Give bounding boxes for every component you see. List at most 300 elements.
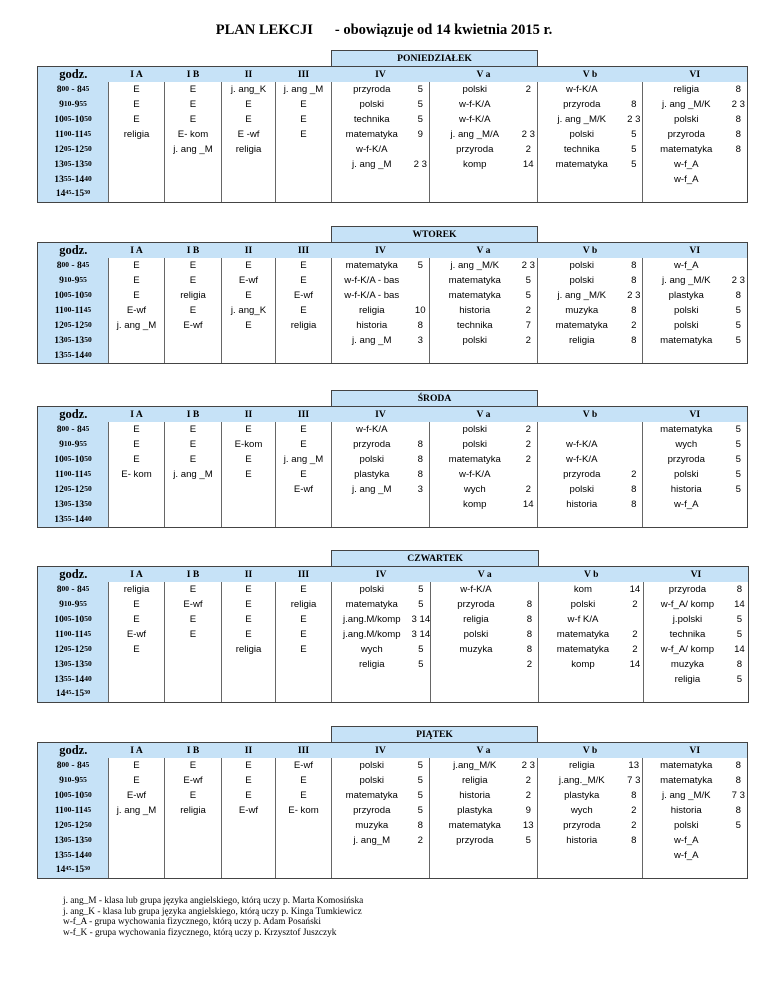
time-part: 45 — [81, 584, 90, 593]
subject-cell: religia — [165, 288, 222, 303]
subject-cell: E-wf — [276, 758, 332, 773]
lesson-row — [38, 467, 748, 482]
room-cell: 2 — [525, 454, 531, 465]
room-cell — [626, 172, 643, 187]
subject-cell: matematyka — [430, 818, 520, 833]
time-part: 45 — [81, 424, 90, 433]
subject-cell — [538, 172, 626, 187]
subject-cell: j. ang _M/K — [643, 97, 730, 112]
lesson-row — [38, 497, 748, 512]
time-part: 55 — [79, 99, 87, 108]
time-part: 45 — [83, 305, 92, 314]
time-part: 50 — [84, 790, 92, 799]
subject-cell: komp — [539, 657, 627, 672]
subject-cell: matematyka — [332, 597, 412, 612]
room-cell: 2 — [525, 424, 531, 435]
subject-cell — [222, 672, 276, 687]
room-cell: 5 — [525, 290, 531, 301]
subject-cell: technika — [430, 318, 520, 333]
class-header: I B — [165, 407, 222, 423]
room-cell: 2 3 — [627, 114, 641, 125]
room-cell — [521, 687, 539, 703]
time-part: -11 — [71, 129, 84, 140]
room-cell — [412, 672, 431, 687]
subject-cell: matematyka — [538, 157, 626, 172]
time-part: -9 — [71, 775, 80, 786]
room-cell — [730, 512, 748, 528]
subject-cell: przyroda — [643, 127, 730, 142]
time-part: 10 — [63, 99, 72, 108]
subject-cell: j.ang.M/komp — [332, 612, 412, 627]
subject-cell: plastyka — [643, 288, 730, 303]
time-part: -13 — [71, 499, 85, 510]
subject-cell — [538, 348, 626, 364]
room-cell: 8 — [631, 499, 637, 510]
room-cell: 14 — [522, 499, 534, 510]
room-cell: 2 3 — [730, 273, 748, 288]
room-cell: 5 — [730, 303, 748, 318]
room-cell — [520, 112, 538, 127]
subject-cell: historia — [332, 318, 412, 333]
subject-cell: polski — [643, 318, 730, 333]
room-cell: 5 — [730, 333, 748, 348]
time-part: -11 — [71, 629, 84, 640]
subject-cell — [109, 848, 165, 863]
subject-cell: E — [165, 452, 222, 467]
subject-cell: E -wf — [222, 127, 276, 142]
lesson-time — [38, 863, 109, 879]
room-cell: 2 — [632, 599, 638, 610]
lesson-row — [38, 788, 748, 803]
time-part: 50 — [84, 114, 92, 123]
subject-cell — [332, 687, 412, 703]
time-part: -10 — [71, 790, 85, 801]
lesson-row — [38, 833, 748, 848]
time-part: -13 — [71, 159, 85, 170]
time-part: 50 — [84, 659, 92, 668]
subject-cell: j. ang _M — [109, 318, 165, 333]
room-cell — [626, 82, 643, 97]
room-cell — [412, 142, 430, 157]
time-part: 00 — [61, 84, 69, 93]
subject-cell — [222, 187, 276, 203]
time-part: 45 — [83, 469, 92, 478]
class-header: V b — [538, 67, 643, 83]
time-part: - 8 — [69, 584, 82, 595]
time-part: 9 — [59, 599, 64, 610]
room-cell — [730, 157, 748, 172]
subject-cell: j.ang._M/K — [538, 773, 626, 788]
class-header: VI — [644, 567, 749, 583]
time-part: 50 — [84, 335, 92, 344]
time-part: 9 — [59, 99, 64, 110]
room-cell: 8 — [526, 599, 533, 610]
room-cell: 8 — [730, 127, 748, 142]
subject-cell — [276, 333, 332, 348]
room-cell — [412, 422, 430, 437]
room-cell: 8 — [526, 644, 533, 655]
subject-cell: E — [222, 758, 276, 773]
room-cell: 3 14 — [411, 629, 431, 640]
subject-cell: E — [109, 273, 165, 288]
subject-cell: polski — [643, 303, 730, 318]
day-table — [37, 550, 749, 703]
subject-cell: E-wf — [165, 597, 222, 612]
title-text: PLAN LEKCJI — [215, 22, 313, 38]
subject-cell — [332, 863, 412, 879]
subject-cell: przyroda — [431, 597, 521, 612]
time-part: 8 — [56, 84, 62, 95]
room-cell — [412, 187, 430, 203]
subject-cell: j. ang _M/K — [430, 258, 520, 273]
time-part: 55 — [79, 775, 87, 784]
lesson-row — [38, 318, 748, 333]
lesson-row — [38, 803, 748, 818]
lesson-row — [38, 422, 748, 437]
subject-cell: polski — [643, 112, 730, 127]
class-header: I A — [109, 567, 165, 583]
time-part: - 8 — [69, 424, 82, 435]
time-part: 05 — [63, 335, 72, 344]
room-cell: 2 — [525, 775, 531, 786]
subject-cell — [109, 863, 165, 879]
subject-cell — [431, 657, 521, 672]
subject-cell — [165, 687, 222, 703]
time-part: -15 — [71, 189, 85, 199]
subject-cell: E — [109, 452, 165, 467]
lesson-time — [38, 112, 109, 127]
lesson-time — [38, 818, 109, 833]
subject-cell: religia — [109, 127, 165, 142]
subject-cell: historia — [430, 788, 520, 803]
time-part: 40 — [84, 850, 92, 859]
subject-cell — [222, 848, 276, 863]
subject-cell — [276, 157, 332, 172]
class-header: V a — [430, 407, 538, 423]
room-cell: 14 — [731, 642, 749, 657]
class-header: I A — [109, 743, 165, 759]
hours-header: godz. — [38, 67, 109, 83]
subject-cell: E — [276, 422, 332, 437]
subject-cell — [165, 863, 222, 879]
subject-cell: religia — [332, 303, 412, 318]
subject-cell: przyroda — [538, 818, 626, 833]
time-part: 00 — [61, 584, 69, 593]
lesson-time — [38, 687, 109, 703]
class-header: IV — [332, 743, 430, 759]
time-part: 14 — [55, 865, 66, 875]
time-part: -14 — [71, 850, 85, 861]
subject-cell: E — [165, 758, 222, 773]
time-part: -12 — [71, 320, 85, 331]
time-part: 9 — [59, 275, 64, 286]
lesson-time — [38, 773, 109, 788]
subject-cell — [222, 482, 276, 497]
subject-cell — [109, 333, 165, 348]
time-part: 55 — [63, 850, 72, 859]
room-cell: 5 — [417, 114, 423, 125]
subject-cell: E — [222, 597, 276, 612]
day-table — [37, 226, 748, 364]
subject-cell: E — [222, 452, 276, 467]
time-part: 00 — [63, 305, 72, 314]
subject-cell: E — [165, 112, 222, 127]
subject-cell — [332, 672, 412, 687]
room-cell: 5 — [525, 835, 531, 846]
lesson-time — [38, 422, 109, 437]
lesson-time — [38, 612, 109, 627]
subject-cell — [165, 172, 222, 187]
subject-cell: polski — [538, 482, 626, 497]
time-part: 40 — [84, 174, 92, 183]
subject-cell: E- kom — [276, 803, 332, 818]
lesson-time — [38, 172, 109, 187]
room-cell: 9 — [525, 805, 531, 816]
subject-cell: E-wf — [222, 803, 276, 818]
time-part: 40 — [84, 514, 92, 523]
room-cell: 5 — [730, 482, 748, 497]
subject-cell: E — [165, 788, 222, 803]
hours-header: godz. — [38, 743, 109, 759]
lesson-row — [38, 627, 749, 642]
room-cell — [412, 848, 430, 863]
subject-cell — [332, 512, 412, 528]
lesson-time — [38, 627, 109, 642]
subject-cell — [222, 657, 276, 672]
time-part: 45 — [81, 760, 90, 769]
subject-cell: historia — [430, 303, 520, 318]
subject-cell: przyroda — [430, 833, 520, 848]
room-cell: 5 — [417, 84, 423, 95]
lesson-time — [38, 157, 109, 172]
subject-cell: polski — [538, 273, 626, 288]
subject-cell: j. ang _M/A — [430, 127, 520, 142]
room-cell: 9 — [417, 129, 423, 140]
subject-cell — [430, 172, 520, 187]
time-part: 00 — [63, 129, 72, 138]
lesson-row — [38, 482, 748, 497]
room-cell — [521, 582, 539, 597]
time-part: 45 — [83, 805, 92, 814]
subject-cell: E — [165, 258, 222, 273]
room-cell: 2 3 — [521, 260, 535, 271]
room-cell: 2 — [525, 484, 531, 495]
class-header: VI — [643, 243, 748, 259]
room-cell: 8 — [631, 99, 637, 110]
subject-cell: w-f-K/A — [538, 82, 626, 97]
room-cell — [627, 672, 644, 687]
subject-cell: polski — [332, 773, 412, 788]
lesson-row — [38, 273, 748, 288]
subject-cell: E — [276, 582, 332, 597]
subject-cell: historia — [643, 482, 730, 497]
subject-cell: j. ang _M/K — [538, 288, 626, 303]
time-part: 11 — [54, 629, 64, 640]
subject-cell: E- kom — [109, 467, 165, 482]
time-part: -10 — [71, 614, 85, 625]
subject-cell: kom — [539, 582, 627, 597]
subject-cell — [644, 687, 731, 703]
room-cell: 2 3 — [521, 129, 535, 140]
room-cell: 8 — [730, 112, 748, 127]
subject-cell: w-f_A/ komp — [644, 597, 731, 612]
day-name: CZWARTEK — [332, 551, 539, 567]
subject-cell: matematyka — [643, 333, 730, 348]
subject-cell — [109, 482, 165, 497]
subject-cell — [165, 482, 222, 497]
subject-cell — [332, 172, 412, 187]
subject-cell: E — [276, 773, 332, 788]
subject-cell — [109, 348, 165, 364]
time-part: -13 — [71, 335, 85, 346]
subject-cell: polski — [332, 452, 412, 467]
time-part: 05 — [63, 454, 72, 463]
time-part: 55 — [63, 514, 72, 523]
subject-cell: polski — [643, 467, 730, 482]
lesson-row — [38, 288, 748, 303]
lesson-row — [38, 452, 748, 467]
subject-cell: E — [165, 437, 222, 452]
subject-cell: w-f-K/A — [538, 452, 626, 467]
lesson-time — [38, 258, 109, 273]
time-part: 12 — [54, 820, 64, 831]
subject-cell: w-f-K/A — [431, 582, 521, 597]
lesson-row — [38, 612, 749, 627]
time-part: - 8 — [69, 760, 82, 771]
room-cell — [626, 863, 643, 879]
time-part: 50 — [84, 499, 92, 508]
subject-cell: E — [276, 273, 332, 288]
lesson-row — [38, 127, 748, 142]
room-cell: 8 — [417, 439, 423, 450]
subject-cell — [222, 333, 276, 348]
subject-cell: j. ang _M — [332, 333, 412, 348]
subject-cell: j. ang _M — [276, 452, 332, 467]
subject-cell: E — [109, 258, 165, 273]
room-cell — [520, 467, 538, 482]
time-part: 10 — [54, 790, 64, 801]
subject-cell: przyroda — [332, 437, 412, 452]
subject-cell: wych — [643, 437, 730, 452]
room-cell: 5 — [417, 790, 423, 801]
subject-cell: E — [222, 582, 276, 597]
room-cell: 8 — [730, 803, 748, 818]
lesson-row — [38, 672, 749, 687]
subject-cell: E-wf — [109, 788, 165, 803]
room-cell: 2 — [525, 305, 531, 316]
subject-cell: j. ang_M — [332, 833, 412, 848]
subject-cell — [109, 512, 165, 528]
class-header: III — [276, 743, 332, 759]
subject-cell — [276, 833, 332, 848]
subject-cell — [222, 172, 276, 187]
room-cell: 2 3 — [521, 760, 535, 771]
subject-cell: E — [222, 612, 276, 627]
time-part: -14 — [71, 174, 85, 185]
room-cell: 8 — [730, 758, 748, 773]
subject-cell — [430, 348, 520, 364]
time-part: 05 — [63, 820, 72, 829]
time-part: 00 — [61, 260, 69, 269]
lesson-time — [38, 82, 109, 97]
subject-cell: w-f_A — [643, 497, 730, 512]
subject-cell: religia — [222, 642, 276, 657]
subject-cell: E-kom — [222, 437, 276, 452]
subject-cell: E-wf — [165, 318, 222, 333]
subject-cell: komp — [430, 157, 520, 172]
subject-cell: religia — [276, 597, 332, 612]
class-header: VI — [643, 743, 748, 759]
room-cell: 10 — [414, 305, 426, 316]
subject-cell: polski — [643, 818, 730, 833]
time-part: 13 — [54, 835, 64, 846]
subject-cell: historia — [538, 833, 626, 848]
class-header: IV — [332, 407, 430, 423]
subject-cell: E-wf — [222, 273, 276, 288]
room-cell — [730, 848, 748, 863]
subject-cell: wych — [430, 482, 520, 497]
subject-cell: j. ang _M — [165, 142, 222, 157]
hours-header: godz. — [38, 243, 109, 259]
room-cell: 8 — [417, 454, 423, 465]
lesson-time — [38, 303, 109, 318]
time-part: -14 — [71, 514, 85, 525]
lesson-row — [38, 157, 748, 172]
subject-cell — [539, 672, 627, 687]
lesson-time — [38, 848, 109, 863]
class-header: V b — [538, 243, 643, 259]
room-cell — [731, 687, 749, 703]
time-part: -11 — [71, 305, 84, 316]
subject-cell — [276, 512, 332, 528]
subject-cell: j. ang _M — [332, 482, 412, 497]
time-part: 13 — [54, 659, 64, 670]
time-part: 05 — [63, 659, 72, 668]
room-cell — [626, 437, 643, 452]
subject-cell: w-f-K/A — [332, 422, 412, 437]
room-cell: 2 3 — [413, 159, 427, 170]
subject-cell: E — [276, 303, 332, 318]
time-part: 13 — [54, 174, 64, 185]
lesson-time — [38, 672, 109, 687]
class-header: IV — [332, 567, 431, 583]
subject-cell: technika — [538, 142, 626, 157]
subject-cell: matematyka — [539, 627, 627, 642]
room-cell: 5 — [525, 275, 531, 286]
subject-cell: religia — [222, 142, 276, 157]
subject-cell: polski — [332, 582, 412, 597]
room-cell: 14 — [522, 159, 534, 170]
room-cell — [412, 687, 431, 703]
time-part: 00 — [61, 424, 69, 433]
subject-cell: E — [165, 582, 222, 597]
subject-cell: E — [109, 422, 165, 437]
time-part: -13 — [71, 835, 85, 846]
subject-cell — [222, 348, 276, 364]
room-cell: 2 — [525, 439, 531, 450]
time-part: 13 — [54, 850, 64, 861]
room-cell — [626, 512, 643, 528]
room-cell: 8 — [631, 835, 637, 846]
subject-cell: E — [109, 437, 165, 452]
subject-cell: przyroda — [332, 803, 412, 818]
time-part: 8 — [56, 760, 62, 771]
time-part: 45 — [81, 260, 90, 269]
subject-cell: E — [165, 273, 222, 288]
room-cell — [626, 422, 643, 437]
time-part: 50 — [84, 644, 92, 653]
subject-cell: matematyka — [430, 452, 520, 467]
